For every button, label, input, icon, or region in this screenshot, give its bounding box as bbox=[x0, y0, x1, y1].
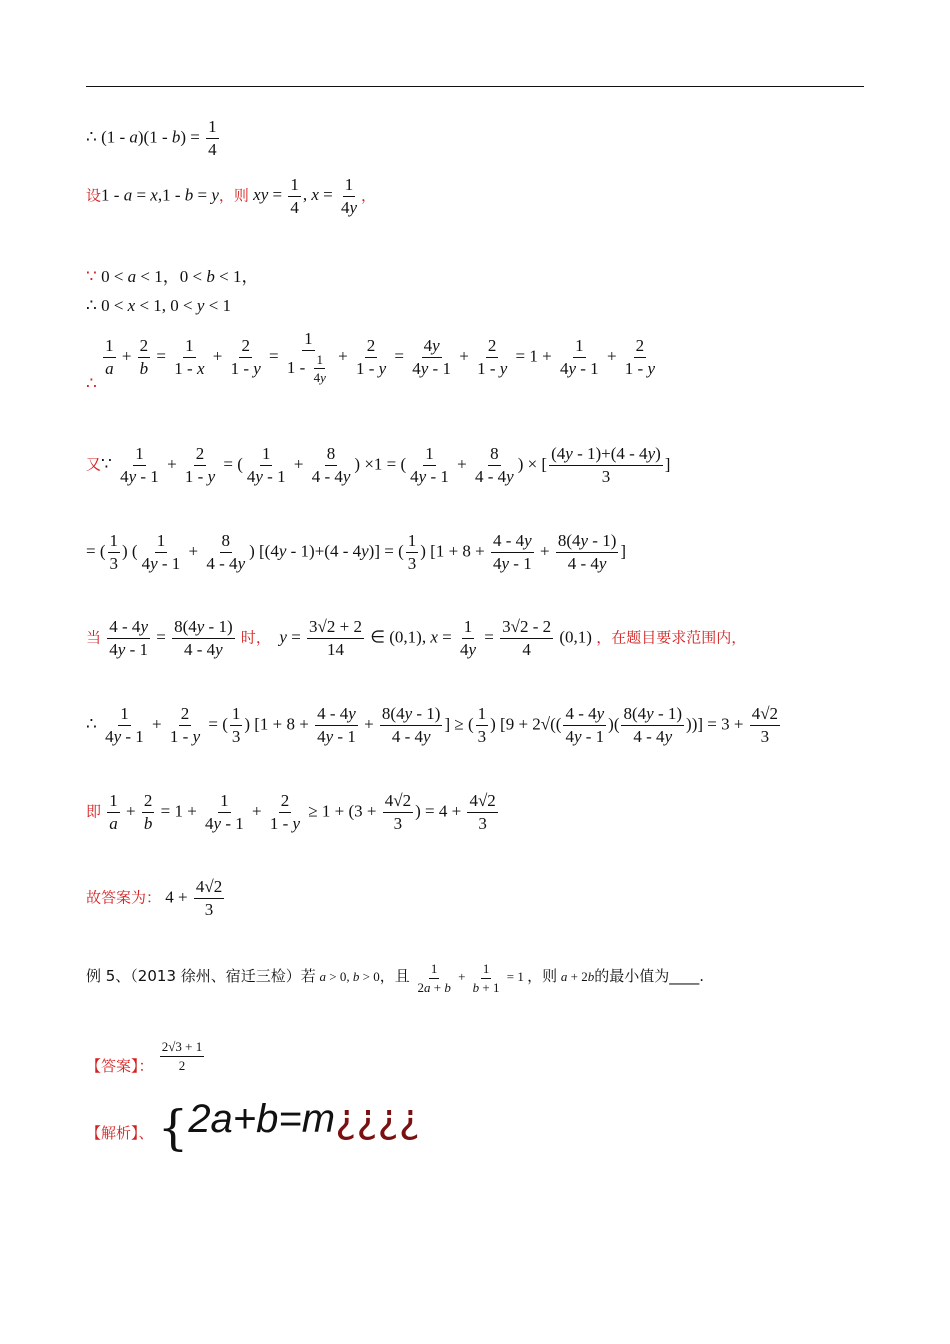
example-5: 例 5、（2013 徐州、宿迁三检）若 a > 0, b > 0，且 $\frac{1}{2a + b}$ + $\frac{1}{b + 1}$ = 1 ，则 a + 2b的最小值为____. bbox=[86, 961, 704, 995]
answer-line: 【答案】： $\frac{2√3 + 1}{2}$ bbox=[86, 1039, 203, 1076]
line-1: ∴ (1 - a)(1 - b) = $\frac{1}{4}$ bbox=[86, 117, 217, 159]
line-10: 即 $\frac{1}{a}$ + $\frac{2}{b}$ = 1 + $\frac{1}{4y - 1}$ + $\frac{2}{1 - y}$ ≥ 1 + (3 + $\frac{4√2}{3}$ ) = 4 + $\frac{4√2}{3}$ bbox=[86, 791, 496, 833]
line-9: ∴ $\frac{1}{4y - 1}$ + $\frac{2}{1 - y}$ = ( $\frac{1}{3}$ ) [1 + 8 + $\frac{4 - 4y}{4y - 1}$ + $\frac{8(4y - 1)}{4 - 4y}$ ] ≥ ( $\frac{1}{3}$ ) [9 + 2√(( $\frac{4 - 4y}{4y - 1}$ )( $\frac{8(4y - 1)}{4 - 4y}$ ))] = 3 + $\frac{4√2}{3}$ bbox=[86, 704, 779, 746]
line-11: 故答案为： 4 + $\frac{4√2}{3}$ bbox=[86, 877, 223, 919]
line-7: = ( $\frac{1}{3}$ ) ( $\frac{1}{4y - 1}$ + $\frac{8}{4 - 4y}$ ) [(4y - 1)+(4 - 4y)] = ( $\frac{1}{3}$ ) [1 + 8 + $\frac{4 - 4y}{4y - 1}$ + $\frac{8(4y - 1)}{4 - 4y}$ ] bbox=[86, 531, 627, 573]
line-2: 设1 - a = x,1 - b = y，则 xy = $\frac{1}{4}$ , x = $\frac{1}{4y}$ ， bbox=[86, 175, 377, 217]
line-4: ∴ 0 < x < 1, 0 < y < 1 bbox=[86, 296, 232, 315]
line-5: ∴ $\frac{1}{a}$ + $\frac{2}{b}$ = $\frac{1}{1 - x}$ + $\frac{2}{1 - y}$ = 1 1 - $\frac{1}{4y}$ + $\frac{2}{1 - y}$ = $\frac{4y}{4y - 1}$ + $\frac{2}{1 - y}$ = 1 + $\frac{1}{4y - 1}$ + $\frac{2}{1 - y}$ bbox=[86, 329, 655, 394]
analysis-line: 【解析】、 {2a+b=m¿¿¿¿ bbox=[86, 1096, 421, 1157]
line-6: 又∵ $\frac{1}{4y - 1}$ + $\frac{2}{1 - y}$ = ( $\frac{1}{4y - 1}$ + $\frac{8}{4 - 4y}$ ) ×1 = ( $\frac{1}{4y - 1}$ + $\frac{8}{4 - 4y}$ ) × [ $\frac{(4y - 1)+(4 - 4y)}{3}$ ] bbox=[86, 444, 671, 486]
header-rule bbox=[86, 86, 864, 87]
line-3: ∵ 0 < a < 1，0 < b < 1， bbox=[86, 267, 259, 286]
line-8: 当 $\frac{4 - 4y}{4y - 1}$ = $\frac{8(4y - 1)}{4 - 4y}$ 时， y = $\frac{3√2 + 2}{14}$ ∈ (0,1), x = $\frac{1}{4y}$ = $\frac{3√2 - 2}{4}$ (0,1) ，在题目要求范围内， bbox=[86, 617, 747, 659]
